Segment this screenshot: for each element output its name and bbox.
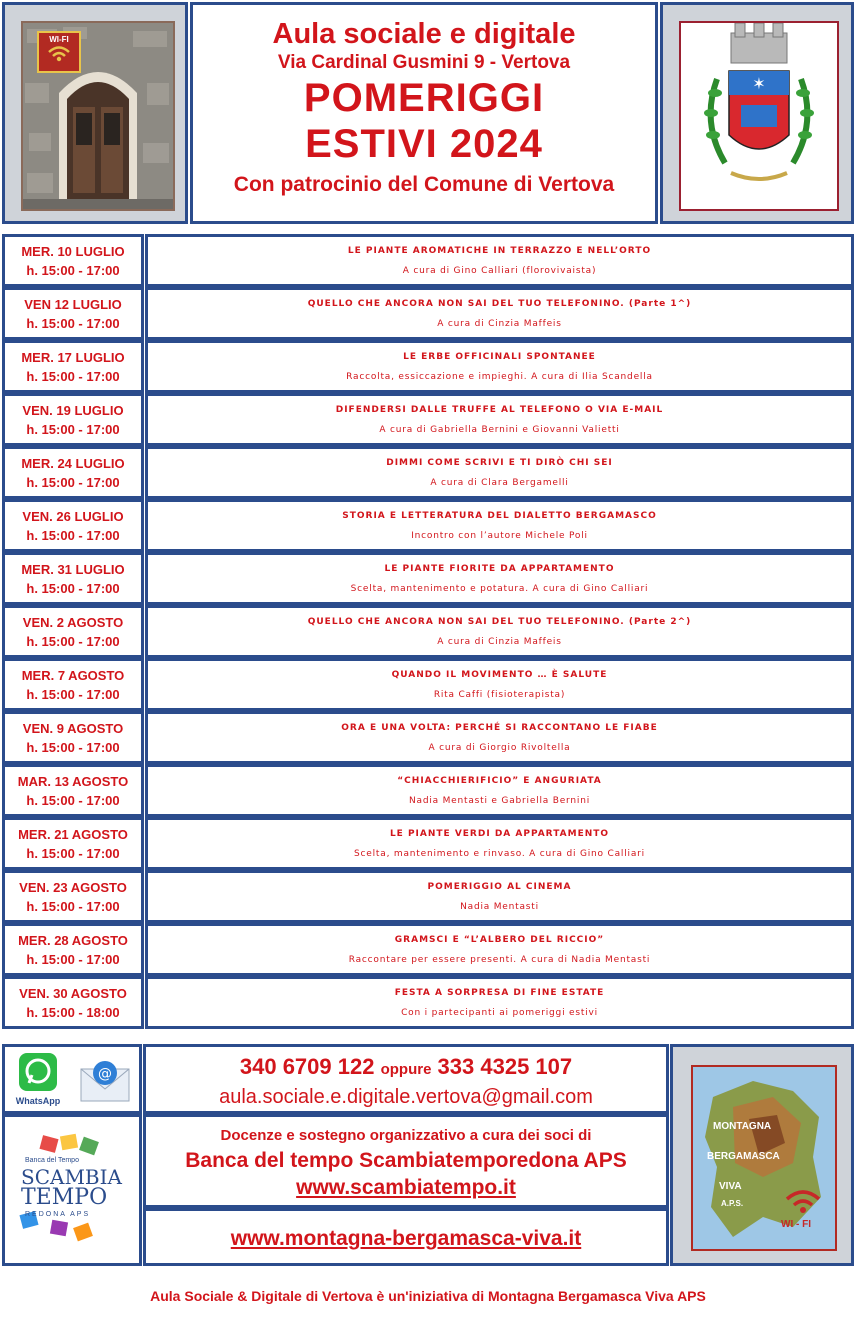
- banca-name: Banca del tempo Scambiatemporedona APS: [185, 1149, 627, 1172]
- scambiatempo-logo-panel: [2, 1114, 142, 1266]
- event-subtitle: A cura di Clara Bergamelli: [430, 478, 569, 488]
- event-time: h. 15:00 - 17:00: [26, 316, 120, 331]
- event-date-cell: [2, 817, 144, 870]
- schedule-row: [2, 658, 854, 711]
- svg-text:✶: ✶: [752, 76, 766, 93]
- schedule-row: [2, 870, 854, 923]
- event-details-cell: [145, 234, 854, 287]
- event-time: h. 15:00 - 17:00: [26, 528, 120, 543]
- montagna-website-link[interactable]: www.montagna-bergamasca-viva.it: [230, 1227, 582, 1250]
- event-title: FESTA A SORPRESA DI FINE ESTATE: [394, 988, 605, 998]
- event-time: h. 15:00 - 17:00: [26, 581, 120, 596]
- contact-icons-panel: [2, 1044, 142, 1114]
- event-details-cell: [145, 817, 854, 870]
- event-details-cell: [145, 764, 854, 817]
- footer-note: Aula Sociale & Digitale di Vertova è un'iniziativa di Montagna Bergamasca Viva APS: [150, 1288, 706, 1304]
- event-title: DIFENDERSI DALLE TRUFFE AL TELEFONO O VIA E-MAIL: [335, 405, 664, 415]
- event-date-cell: [2, 923, 144, 976]
- event-title: GRAMSCI E “L’ALBERO DEL RICCIO”: [394, 935, 605, 945]
- scambiatempo-small-label: Banca del Tempo: [25, 1157, 79, 1164]
- event-day: MER. 28 AGOSTO: [18, 933, 128, 948]
- event-title: QUANDO IL MOVIMENTO … È SALUTE: [391, 670, 608, 680]
- event-day: MER. 7 AGOSTO: [21, 668, 125, 683]
- event-time: h. 15:00 - 17:00: [26, 687, 120, 702]
- event-time: h. 15:00 - 18:00: [26, 1005, 120, 1020]
- schedule-row: [2, 552, 854, 605]
- phone-2[interactable]: 333 4325 107: [437, 1054, 573, 1079]
- event-day: MER. 17 LUGLIO: [21, 350, 125, 365]
- schedule-row: [2, 287, 854, 340]
- event-time: h. 15:00 - 17:00: [26, 899, 120, 914]
- event-details-cell: [145, 552, 854, 605]
- email-icon[interactable]: [79, 1057, 131, 1108]
- event-day: VEN. 9 AGOSTO: [22, 721, 124, 736]
- event-day: MER. 10 LUGLIO: [21, 244, 125, 259]
- event-day: MER. 31 LUGLIO: [21, 562, 125, 577]
- email-address[interactable]: aula.sociale.e.digitale.vertova@gmail.com: [219, 1086, 593, 1108]
- event-title: LE ERBE OFFICINALI SPONTANEE: [403, 352, 596, 362]
- wifi-sign: [37, 31, 81, 73]
- event-subtitle: A cura di Cinzia Maffeis: [437, 319, 562, 329]
- event-subtitle: Con i partecipanti ai pomeriggi estivi: [401, 1008, 598, 1018]
- event-date-cell: [2, 605, 144, 658]
- event-time: h. 15:00 - 17:00: [26, 793, 120, 808]
- event-day: VEN. 23 AGOSTO: [19, 880, 127, 895]
- event-date-cell: [2, 552, 144, 605]
- phone-or: oppure: [380, 1061, 432, 1078]
- scambiatempo-word1: SCAMBIA: [21, 1165, 122, 1189]
- event-time: h. 15:00 - 17:00: [26, 475, 120, 490]
- event-time: h. 15:00 - 17:00: [26, 740, 120, 755]
- schedule-row: [2, 446, 854, 499]
- event-date-cell: [2, 658, 144, 711]
- scambiatempo-word3: REDONA APS: [25, 1211, 91, 1218]
- whatsapp-icon[interactable]: [15, 1053, 61, 1107]
- event-time: h. 15:00 - 17:00: [26, 634, 120, 649]
- event-title-line2: ESTIVI 2024: [305, 122, 543, 166]
- event-time: h. 15:00 - 17:00: [26, 846, 120, 861]
- schedule-row: [2, 976, 854, 1029]
- event-details-cell: [145, 976, 854, 1029]
- event-time: h. 15:00 - 17:00: [26, 952, 120, 967]
- event-subtitle: Nadia Mentasti: [460, 902, 539, 912]
- event-time: h. 15:00 - 17:00: [26, 263, 120, 278]
- event-details-cell: [145, 605, 854, 658]
- event-details-cell: [145, 340, 854, 393]
- event-details-cell: [145, 711, 854, 764]
- event-title: LE PIANTE AROMATICHE IN TERRAZZO E NELL’ORTO: [347, 246, 652, 256]
- schedule-row: [2, 499, 854, 552]
- event-date-cell: [2, 287, 144, 340]
- event-details-cell: [145, 870, 854, 923]
- event-date-cell: [2, 234, 144, 287]
- schedule-row: [2, 340, 854, 393]
- event-subtitle: Raccontare per essere presenti. A cura di Nadia Mentasti: [348, 955, 651, 965]
- patronage: Con patrocinio del Comune di Vertova: [233, 173, 615, 196]
- address: Via Cardinal Gusmini 9 - Vertova: [277, 52, 571, 73]
- event-day: VEN. 19 LUGLIO: [22, 403, 124, 418]
- montagna-line4: A.P.S.: [721, 1199, 744, 1208]
- scambiatempo-word2: TEMPO: [21, 1185, 108, 1210]
- event-title: QUELLO CHE ANCORA NON SAI DEL TUO TELEFONINO. (Parte 1^): [307, 299, 692, 309]
- event-title: ORA E UNA VOLTA: PERCHÉ SI RACCONTANO LE FIABE: [341, 723, 658, 733]
- event-title: LE PIANTE VERDI DA APPARTAMENTO: [389, 829, 610, 839]
- phone-numbers: [146, 1053, 666, 1084]
- svg-text:@: @: [98, 1066, 112, 1082]
- event-date-cell: [2, 340, 144, 393]
- montagna-line2: BERGAMASCA: [707, 1151, 780, 1162]
- event-title: QUELLO CHE ANCORA NON SAI DEL TUO TELEFONINO. (Parte 2^): [307, 617, 692, 627]
- schedule-row: [2, 234, 854, 287]
- schedule-row: [2, 923, 854, 976]
- whatsapp-label: WhatsApp: [15, 1096, 61, 1106]
- schedule-row: [2, 817, 854, 870]
- event-subtitle: Raccolta, essiccazione e impieghi. A cura di Ilia Scandella: [346, 372, 653, 382]
- event-subtitle: Nadia Mentasti e Gabriella Bernini: [408, 796, 591, 806]
- page-title: Aula sociale e digitale: [272, 18, 576, 50]
- header-crest-panel: [660, 2, 854, 224]
- header-title-panel: [190, 2, 658, 224]
- wifi-icon: [47, 44, 71, 62]
- event-details-cell: [145, 658, 854, 711]
- event-details-cell: [145, 393, 854, 446]
- event-details-cell: [145, 923, 854, 976]
- event-time: h. 15:00 - 17:00: [26, 369, 120, 384]
- event-date-cell: [2, 870, 144, 923]
- doorway-photo: [21, 21, 175, 211]
- montagna-bergamasca-logo: [691, 1065, 837, 1251]
- vertova-coat-of-arms: [679, 21, 839, 211]
- event-date-cell: [2, 393, 144, 446]
- schedule-row: [2, 393, 854, 446]
- event-day: VEN. 30 AGOSTO: [19, 986, 127, 1001]
- event-day: MER. 24 LUGLIO: [21, 456, 125, 471]
- wifi-icon: [783, 1185, 823, 1215]
- scambiatempo-logo: [11, 1133, 135, 1245]
- phone-1[interactable]: 340 6709 122: [239, 1054, 375, 1079]
- schedule-row: [2, 764, 854, 817]
- header-photo-panel: [2, 2, 188, 224]
- event-title: STORIA E LETTERATURA DEL DIALETTO BERGAMASCO: [342, 511, 657, 521]
- event-title-line1: POMERIGGI: [303, 76, 545, 120]
- banca-tempo-panel: [143, 1114, 669, 1208]
- event-title: DIMMI COME SCRIVI E TI DIRÒ CHI SEI: [386, 458, 613, 468]
- event-date-cell: [2, 976, 144, 1029]
- schedule-row: [2, 711, 854, 764]
- event-details-cell: [145, 446, 854, 499]
- event-subtitle: A cura di Giorgio Rivoltella: [428, 743, 571, 753]
- event-day: MAR. 13 AGOSTO: [17, 774, 129, 789]
- event-date-cell: [2, 711, 144, 764]
- montagna-logo-panel: [670, 1044, 854, 1266]
- event-date-cell: [2, 764, 144, 817]
- event-subtitle: A cura di Gabriella Bernini e Giovanni Valietti: [379, 425, 620, 435]
- event-time: h. 15:00 - 17:00: [26, 422, 120, 437]
- event-subtitle: Incontro con l’autore Michele Poli: [411, 531, 588, 541]
- banca-intro: Docenze e sostegno organizzativo a cura dei soci di: [220, 1127, 592, 1144]
- event-day: MER. 21 AGOSTO: [18, 827, 128, 842]
- event-details-cell: [145, 499, 854, 552]
- montagna-wifi-label: WI - FI: [781, 1219, 811, 1230]
- event-subtitle: A cura di Cinzia Maffeis: [437, 637, 562, 647]
- schedule-row: [2, 605, 854, 658]
- event-subtitle: A cura di Gino Calliari (florovivaista): [402, 266, 597, 276]
- event-subtitle: Scelta, mantenimento e potatura. A cura di Gino Calliari: [350, 584, 649, 594]
- scambiatempo-link[interactable]: www.scambiatempo.it: [296, 1176, 516, 1199]
- event-date-cell: [2, 446, 144, 499]
- contact-panel: [143, 1044, 669, 1114]
- wifi-sign-label: WI-FI: [49, 35, 69, 44]
- event-title: “CHIACCHIERIFICIO” E ANGURIATA: [397, 776, 602, 786]
- event-day: VEN. 2 AGOSTO: [22, 615, 124, 630]
- event-title: POMERIGGIO AL CINEMA: [427, 882, 572, 892]
- event-day: VEN. 26 LUGLIO: [22, 509, 124, 524]
- main-website-panel: [143, 1208, 669, 1266]
- event-title: LE PIANTE FIORITE DA APPARTAMENTO: [384, 564, 615, 574]
- montagna-line3: VIVA: [719, 1181, 742, 1192]
- event-date-cell: [2, 499, 144, 552]
- event-details-cell: [145, 287, 854, 340]
- montagna-line1: MONTAGNA: [713, 1121, 772, 1132]
- event-day: VEN 12 LUGLIO: [24, 297, 122, 312]
- event-subtitle: Scelta, mantenimento e rinvaso. A cura di Gino Calliari: [354, 849, 645, 859]
- event-subtitle: Rita Caffi (fisioterapista): [433, 690, 566, 700]
